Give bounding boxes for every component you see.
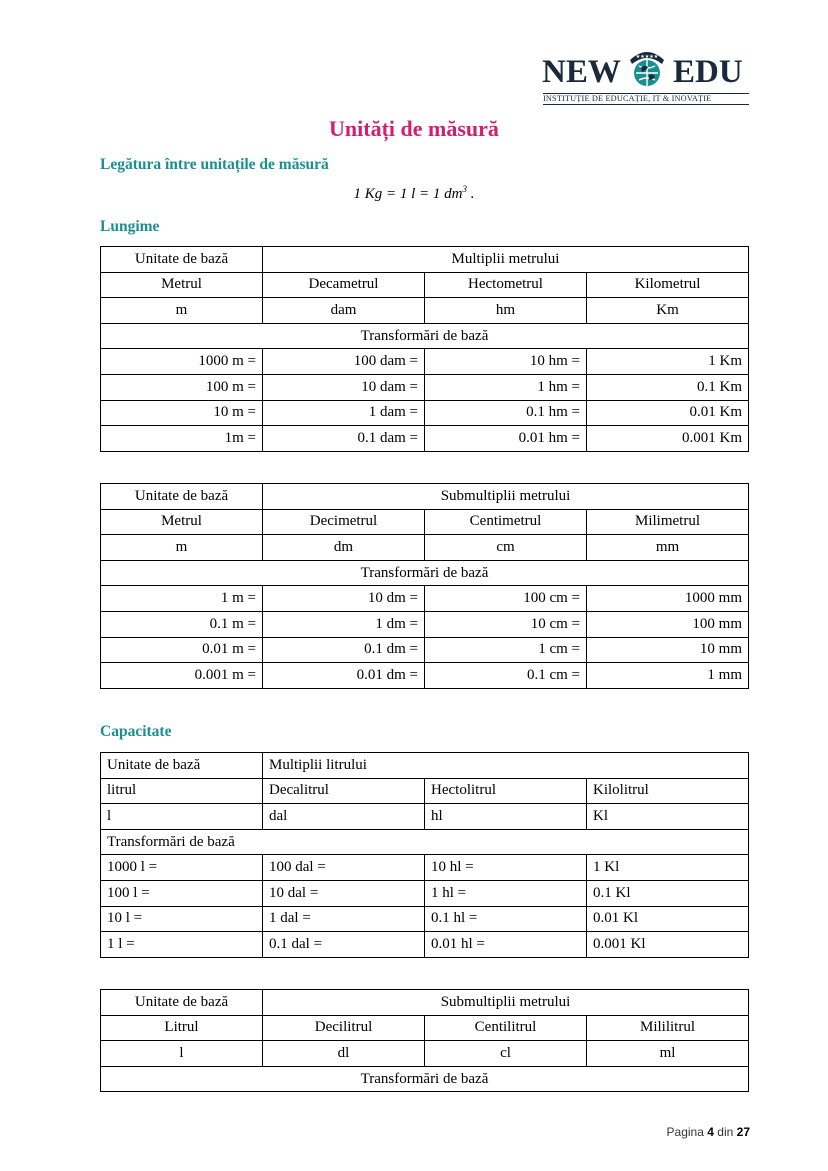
- logo-text-new: NEW: [542, 54, 621, 90]
- table-cell: 10 mm: [587, 637, 749, 663]
- unit-symbol: mm: [587, 535, 749, 561]
- table-row: [101, 932, 749, 958]
- table-row: [101, 880, 749, 906]
- table-cell: 100 m =: [101, 374, 263, 400]
- unit-name: litrul: [101, 778, 263, 804]
- table-header-row: [101, 990, 749, 1016]
- unit-name: Kilometrul: [587, 272, 749, 298]
- table-cell: 0.1 m =: [101, 611, 263, 637]
- unit-symbol: m: [101, 535, 263, 561]
- unit-symbol: l: [101, 1041, 263, 1067]
- table-cell: 100 dam =: [263, 349, 425, 375]
- table-cell: 1 hm =: [425, 374, 587, 400]
- capacity-multiples-table: [100, 752, 749, 958]
- table-cell: 10 dm =: [263, 586, 425, 612]
- unit-symbol: Kl: [587, 804, 749, 830]
- logo-tagline: INSTITUȚIE DE EDUCAȚIE, IT & INOVAȚIE: [543, 93, 749, 105]
- table-cell: 1 dam =: [263, 400, 425, 426]
- table-cell: 0.01 Km: [587, 400, 749, 426]
- table-cell: 0.1 Km: [587, 374, 749, 400]
- base-unit-header: Unitate de bază: [101, 753, 263, 779]
- table-cell: 10 cm =: [425, 611, 587, 637]
- unit-names-row: [101, 778, 749, 804]
- transform-header-row: [101, 1066, 749, 1092]
- group-header: Submultiplii metrului: [263, 990, 749, 1016]
- unit-name: Mililitrul: [587, 1015, 749, 1041]
- length-multiples-table: [100, 246, 749, 452]
- table-row: [101, 349, 749, 375]
- unit-symbol: dal: [263, 804, 425, 830]
- table-row: [101, 855, 749, 881]
- table-cell: 100 cm =: [425, 586, 587, 612]
- table-cell: 1000 l =: [101, 855, 263, 881]
- unit-symbols-row: [101, 298, 749, 324]
- logo-stars: ★★★★★: [635, 54, 659, 60]
- transform-header-row: [101, 323, 749, 349]
- unit-name: Metrul: [101, 509, 263, 535]
- table-row: [101, 586, 749, 612]
- unit-symbol: dm: [263, 535, 425, 561]
- group-header: Multiplii litrului: [263, 753, 749, 779]
- unit-name: Decimetrul: [263, 509, 425, 535]
- unit-name: Centimetrul: [425, 509, 587, 535]
- table-cell: 0.1 cm =: [425, 663, 587, 689]
- table-header-row: [101, 753, 749, 779]
- unit-name: Decametrul: [263, 272, 425, 298]
- table-cell: 1 cm =: [425, 637, 587, 663]
- footer-prefix: Pagina: [666, 1125, 704, 1139]
- table-cell: 10 dal =: [263, 880, 425, 906]
- base-unit-header: Unitate de bază: [101, 484, 263, 510]
- globe-icon: [626, 46, 668, 88]
- unit-name: Milimetrul: [587, 509, 749, 535]
- table-cell: 0.01 m =: [101, 637, 263, 663]
- table-cell: 0.1 Kl: [587, 880, 749, 906]
- table-row: [101, 611, 749, 637]
- table-cell: 1000 m =: [101, 349, 263, 375]
- table-cell: 0.001 Km: [587, 426, 749, 452]
- table-row: [101, 426, 749, 452]
- unit-name: Hectolitrul: [425, 778, 587, 804]
- table-cell: 100 mm: [587, 611, 749, 637]
- table-cell: 1 l =: [101, 932, 263, 958]
- unit-name: Kilolitrul: [587, 778, 749, 804]
- unit-name: Metrul: [101, 272, 263, 298]
- transform-label: Transformări de bază: [101, 1066, 749, 1092]
- table-cell: 0.01 hl =: [425, 932, 587, 958]
- unit-names-row: [101, 509, 749, 535]
- table-cell: 10 l =: [101, 906, 263, 932]
- unit-symbol: Km: [587, 298, 749, 324]
- transform-label: Transformări de bază: [101, 829, 749, 855]
- unit-symbol: hm: [425, 298, 587, 324]
- table-cell: 10 hl =: [425, 855, 587, 881]
- table-row: [101, 374, 749, 400]
- brand-logo: [540, 30, 752, 108]
- unit-symbol: cm: [425, 535, 587, 561]
- table-row: [101, 663, 749, 689]
- table-cell: 1 dal =: [263, 906, 425, 932]
- base-unit-header: Unitate de bază: [101, 247, 263, 273]
- table-cell: 0.01 dm =: [263, 663, 425, 689]
- table-cell: 1 Kl: [587, 855, 749, 881]
- table-cell: 100 dal =: [263, 855, 425, 881]
- formula: [0, 184, 828, 203]
- table-cell: 0.01 Kl: [587, 906, 749, 932]
- transform-label: Transformări de bază: [101, 323, 749, 349]
- table-cell: 0.1 dam =: [263, 426, 425, 452]
- table-cell: 1 Km: [587, 349, 749, 375]
- table-row: [101, 906, 749, 932]
- table-cell: 10 m =: [101, 400, 263, 426]
- table-cell: 0.1 hm =: [425, 400, 587, 426]
- unit-symbol: l: [101, 804, 263, 830]
- unit-name: Decalitrul: [263, 778, 425, 804]
- formula-exponent: 3: [462, 184, 467, 194]
- table-cell: 0.001 m =: [101, 663, 263, 689]
- table-row: [101, 637, 749, 663]
- unit-symbol: dl: [263, 1041, 425, 1067]
- length-submultiples-table: [100, 483, 749, 689]
- table-cell: 0.1 hl =: [425, 906, 587, 932]
- table-header-row: [101, 247, 749, 273]
- footer-page-number: 4: [707, 1125, 714, 1139]
- unit-symbols-row: [101, 1041, 749, 1067]
- table-header-row: [101, 484, 749, 510]
- unit-name: Hectometrul: [425, 272, 587, 298]
- unit-symbol: dam: [263, 298, 425, 324]
- table-cell: 1 m =: [101, 586, 263, 612]
- table-cell: 1m =: [101, 426, 263, 452]
- unit-name: Litrul: [101, 1015, 263, 1041]
- transform-label: Transformări de bază: [101, 560, 749, 586]
- transform-header-row: [101, 560, 749, 586]
- table-cell: 1000 mm: [587, 586, 749, 612]
- table-cell: 1 dm =: [263, 611, 425, 637]
- table-cell: 0.001 Kl: [587, 932, 749, 958]
- group-header: Multiplii metrului: [263, 247, 749, 273]
- unit-symbol: ml: [587, 1041, 749, 1067]
- footer-separator: din: [717, 1125, 734, 1139]
- page-footer: [667, 1125, 750, 1139]
- capacity-submultiples-table: [100, 989, 749, 1092]
- unit-symbols-row: [101, 535, 749, 561]
- page-title: Unități de măsură: [329, 116, 499, 141]
- unit-name: Centilitrul: [425, 1015, 587, 1041]
- unit-symbol: m: [101, 298, 263, 324]
- group-header: Submultiplii metrului: [263, 484, 749, 510]
- table-cell: 0.1 dal =: [263, 932, 425, 958]
- transform-header-row: [101, 829, 749, 855]
- formula-text: 1 Kg = 1 l = 1 dm: [353, 186, 463, 202]
- capacity-heading: Capacitate: [100, 723, 172, 740]
- footer-page-total: 27: [736, 1125, 750, 1139]
- table-row: [101, 400, 749, 426]
- unit-names-row: [101, 1015, 749, 1041]
- table-cell: 0.1 dm =: [263, 637, 425, 663]
- formula-end: .: [467, 186, 475, 202]
- unit-symbol: hl: [425, 804, 587, 830]
- table-cell: 100 l =: [101, 880, 263, 906]
- unit-symbols-row: [101, 804, 749, 830]
- table-cell: 1 mm: [587, 663, 749, 689]
- unit-names-row: [101, 272, 749, 298]
- logo-text-edu: EDU: [673, 54, 743, 90]
- relation-heading: Legătura între unitațile de măsură: [100, 156, 329, 173]
- table-cell: 0.01 hm =: [425, 426, 587, 452]
- unit-symbol: cl: [425, 1041, 587, 1067]
- table-cell: 10 hm =: [425, 349, 587, 375]
- unit-name: Decilitrul: [263, 1015, 425, 1041]
- length-heading: Lungime: [100, 218, 160, 235]
- base-unit-header: Unitate de bază: [101, 990, 263, 1016]
- table-cell: 10 dam =: [263, 374, 425, 400]
- table-cell: 1 hl =: [425, 880, 587, 906]
